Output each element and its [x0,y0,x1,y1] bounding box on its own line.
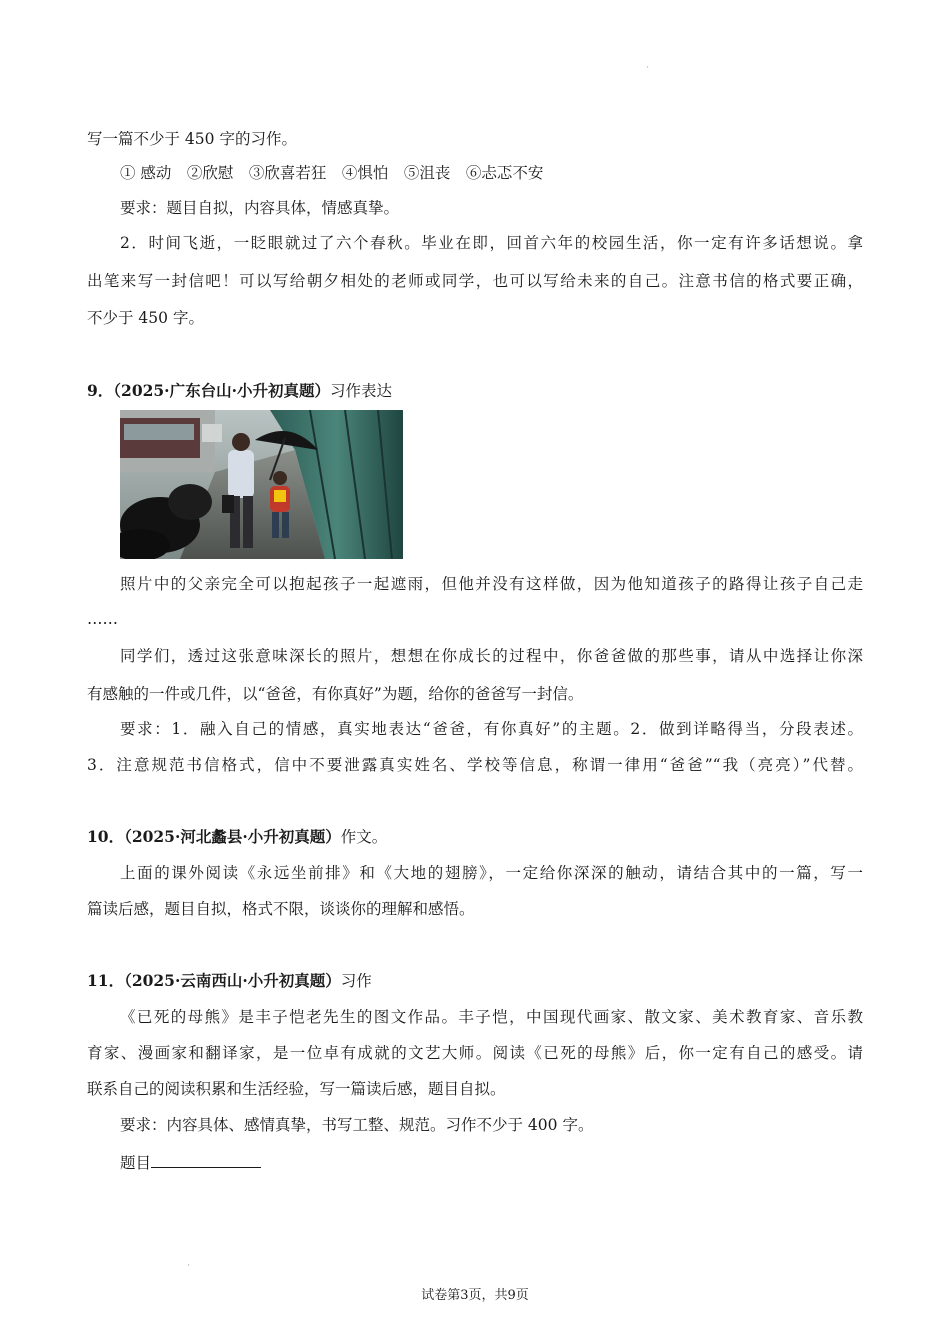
question-source: （2025·广东台山·小升初真题） [113,381,330,400]
q11-paragraph-line: 《已死的母熊》是丰子恺老先生的图文作品。丰子恺，中国现代画家、散文家、美术教育家、音乐教 [120,1008,863,1026]
q11-paragraph-line: 育家、漫画家和翻译家，是一位卓有成就的文艺大师。阅读《已死的母熊》后，你一定有自己的感受。请 [87,1044,863,1062]
requirement-line: 要求：题目自拟，内容具体，情感真挚。 [120,199,400,217]
prompt-2-line: 2．时间飞逝，一眨眼就过了六个春秋。毕业在即，回首六年的校园生活，你一定有许多话想说。拿 [120,234,863,252]
q11-paragraph-line: 联系自己的阅读积累和生活经验，写一篇读后感，题目自拟。 [87,1080,506,1098]
question-title: 习作 [340,972,372,990]
footer-mark: ' [188,1264,190,1271]
question-10-heading [87,826,863,848]
question-11-heading [87,970,863,992]
emotion-options: ① 感动 ②欣慰 ③欣喜若狂 ④惧怕 ⑤沮丧 ⑥忐忑不安 [120,164,544,182]
q9-paragraph-line: …… [87,610,118,628]
question-title: 作文。 [340,828,388,846]
question-number: 9． [87,381,114,400]
header-mark: ' [647,66,649,73]
question-source: （2025·河北蠡县·小升初真题） [124,827,341,846]
q10-paragraph-line: 篇读后感，题目自拟，格式不限，谈谈你的理解和感悟。 [87,900,475,918]
question-number: 11． [87,971,125,990]
title-blank[interactable] [151,1151,261,1168]
father-son-umbrella-photo [120,410,403,559]
q11-requirement-line: 要求：内容具体、感情真挚，书写工整、规范。习作不少于 400 字。 [120,1116,594,1134]
text-line: 写一篇不少于 450 字的习作。 [87,130,297,148]
title-label: 题目 [120,1154,152,1172]
q9-requirement-line: 要求：1．融入自己的情感，真实地表达“爸爸，有你真好”的主题。2．做到详略得当，分段表述。 [120,720,863,738]
q9-paragraph-line: 照片中的父亲完全可以抱起孩子一起遮雨，但他并没有这样做，因为他知道孩子的路得让孩子自己走 [120,575,863,593]
question-source: （2025·云南西山·小升初真题） [124,971,341,990]
prompt-2-line: 出笔来写一封信吧！可以写给朝夕相处的老师或同学，也可以写给未来的自己。注意书信的格式要正确， [87,272,863,290]
prompt-2-line: 不少于 450 字。 [87,309,204,327]
q11-title-field [120,1151,863,1174]
q9-paragraph-line: 有感触的一件或几件，以“爸爸，有你真好”为题，给你的爸爸写一封信。 [87,685,584,703]
page-footer: 试卷第3页，共9页 [421,1288,529,1303]
question-title: 习作表达 [329,382,392,400]
q10-paragraph-line: 上面的课外阅读《永远坐前排》和《大地的翅膀》，一定给你深深的触动，请结合其中的一篇，写一 [120,864,863,882]
q9-requirement-line: 3．注意规范书信格式，信中不要泄露真实姓名、学校等信息，称谓一律用“爸爸”“我（亮亮）”代替。 [87,756,863,774]
question-9-heading [87,380,863,402]
question-number: 10． [87,827,125,846]
q9-paragraph-line: 同学们，透过这张意味深长的照片，想想在你成长的过程中，你爸爸做的那些事，请从中选择让你深 [120,647,863,665]
